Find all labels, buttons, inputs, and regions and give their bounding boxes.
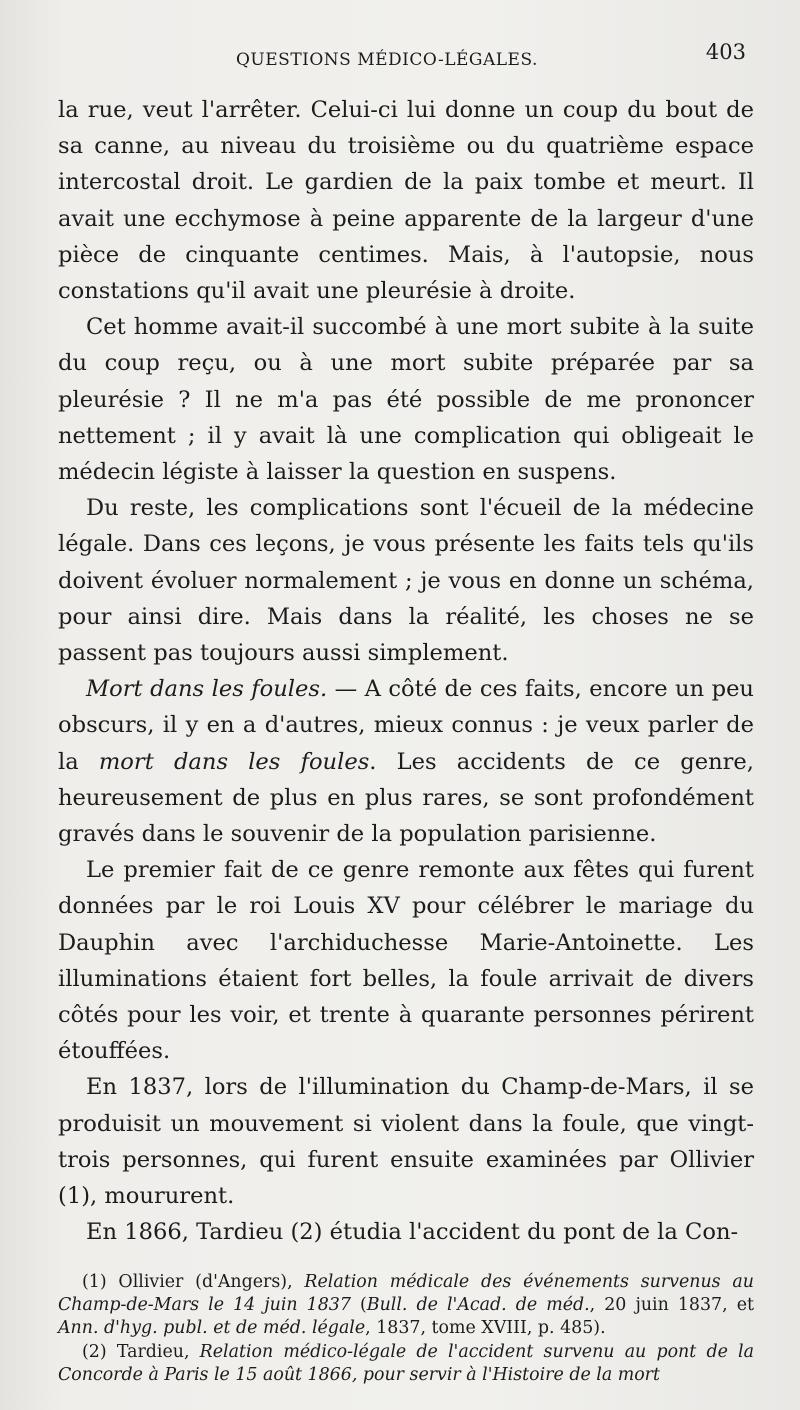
paragraph-4-text-a: — A côté de ces faits, encore un peu obscurs, il y en a d'autres, mieux connus : je veux parler de la — [58, 676, 754, 775]
running-head — [58, 0, 754, 92]
footnote-1-tail: , 1837, tome XVIII, p. 485). — [365, 1318, 606, 1339]
footnote-1-mid-b: , 20 juin 1837, et — [589, 1294, 754, 1315]
page-number: 403 — [705, 40, 746, 64]
footnote-2-lead: (2) Tardieu, — [82, 1341, 200, 1362]
paragraph-2: Cet homme avait-il succombé à une mort subite à la suite du coup reçu, ou à une mort subite préparée par sa pleurésie ? Il ne m'a pas été possible de me prononcer nettement ; il y avait là une complication qui obligeait le médecin légiste à laisser la question en suspens. — [58, 314, 754, 486]
footnote-2 — [58, 1341, 754, 1388]
footnotes — [58, 1271, 754, 1388]
paragraph-4-italic: mort dans les foules — [98, 748, 370, 775]
footnote-1-italic-a: Relation médicale des événements survenus au Champ-de-Mars le 14 juin 1837 — [58, 1271, 754, 1315]
paragraph-5: Le premier fait de ce genre remonte aux fêtes qui furent données par le roi Louis XV pour célébrer le mariage du Dauphin avec l'archiduchesse Marie-Antoinette. Les illuminations étaient fort belles, la foule arrivait de divers côtés pour les voir, et trente à quarante personnes périrent étouffées. — [58, 857, 754, 1065]
body-text — [58, 92, 754, 1251]
section-heading: Mort dans les foules. — [86, 676, 328, 703]
footnote-1-italic-b: Bull. de l'Acad. de méd. — [366, 1294, 590, 1315]
footnote-1-lead: (1) Ollivier (d'Angers), — [82, 1271, 305, 1292]
footnote-1-mid-a: ( — [350, 1294, 367, 1315]
paragraph-3: Du reste, les complications sont l'écueil de la médecine légale. Dans ces leçons, je vous présente les faits tels qu'ils doivent évoluer normalement ; je vous en donne un schéma, pour ainsi dire. Mais dans la réalité, les choses ne se passent pas toujours aussi simplement. — [58, 495, 754, 667]
paragraph-7: En 1866, Tardieu (2) étudia l'accident du pont de la Con- — [86, 1219, 739, 1246]
paragraph-4-text-b: . Les accidents de ce genre, heureusement de plus en plus rares, se sont profondément gravés dans le souvenir de la population parisienne. — [58, 748, 754, 848]
running-title: QUESTIONS MÉDICO-LÉGALES. — [236, 50, 538, 70]
paragraph-1: la rue, veut l'arrêter. Celui-ci lui donne un coup du bout de sa canne, au niveau du troisième ou du quatrième espace intercostal droit. Le gardien de la paix tombe et meurt. Il avait une ecchymose à peine apparente de la largeur d'une pièce de cinquante centimes. Mais, à l'autopsie, nous constations qu'il avait une pleurésie à droite. — [58, 97, 754, 305]
footnote-2-italic: Relation médico-légale de l'accident survenu au pont de la Concorde à Paris le 15 août 1866, pour servir à l'Histoire de la mort — [58, 1341, 754, 1386]
footnote-1-italic-c: Ann. d'hyg. publ. et de méd. légale — [58, 1318, 366, 1339]
paragraph-4 — [58, 671, 754, 852]
footnote-1 — [58, 1271, 754, 1341]
paragraph-6: En 1837, lors de l'illumination du Champ-de-Mars, il se produisit un mouvement si violent dans la foule, que vingt-trois personnes, qui furent ensuite examinées par Ollivier (1), moururent. — [58, 1074, 754, 1210]
